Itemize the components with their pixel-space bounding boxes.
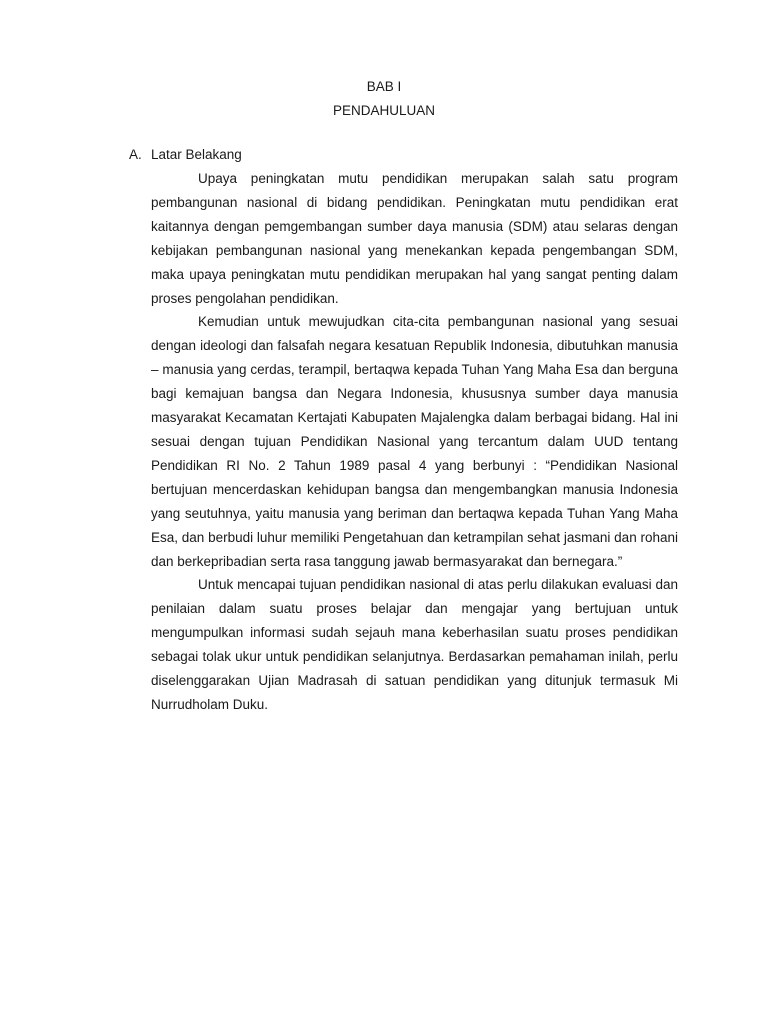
chapter-title: PENDAHULUAN bbox=[332, 103, 436, 118]
paragraph-3: Untuk mencapai tujuan pendidikan nasional di atas perlu dilakukan evaluasi dan penilaian dalam suatu proses belajar dan mengajar yang bertujuan untuk mengumpulkan informasi sudah sejauh mana keberhasilan suatu proses pendidikan sebagai tolak ukur untuk pendidikan selanjutnya. Berdasarkan pemahaman inilah, perlu diselenggarakan Ujian Madrasah di satuan pendidikan yang ditunjuk termasuk Mi Nurrudholam Duku. bbox=[151, 577, 678, 712]
body-text bbox=[151, 167, 678, 717]
section-letter: A. bbox=[129, 147, 142, 162]
section-title: Latar Belakang bbox=[151, 147, 242, 162]
chapter-number: BAB I bbox=[366, 79, 402, 94]
paragraph-1: Upaya peningkatan mutu pendidikan merupakan salah satu program pembangunan nasional di bidang pendidikan. Peningkatan mutu pendidikan erat kaitannya dengan pemgembangan sumber daya manusia (SDM) atau selaras dengan kebijakan pembangunan nasional yang menekankan kepada pengembangan SDM, maka upaya peningkatan mutu pendidikan merupakan hal yang sangat penting dalam proses pengolahan pendidikan. bbox=[151, 171, 678, 306]
section-heading bbox=[129, 145, 242, 165]
paragraph-2: Kemudian untuk mewujudkan cita-cita pembangunan nasional yang sesuai dengan ideologi dan falsafah negara kesatuan Republik Indonesia, dibutuhkan manusia – manusia yang cerdas, terampil, bertaqwa kepada Tuhan Yang Maha Esa dan berguna bagi kemajuan bangsa dan Negara Indonesia, khususnya sumber daya manusia masyarakat Kecamatan Kertajati Kabupaten Majalengka dalam berbagai bidang. Hal ini sesuai dengan tujuan Pendidikan Nasional yang tercantum dalam UUD tentang Pendidikan RI No. 2 Tahun 1989 pasal 4 yang berbunyi : “Pendidikan Nasional bertujuan mencerdaskan kehidupan bangsa dan mengembangkan manusia Indonesia yang seutuhnya, yaitu manusia yang beriman dan bertaqwa kepada Tuhan Yang Maha Esa, dan berbudi luhur memiliki Pengetahuan dan ketrampilan sehat jasmani dan rohani dan berkepribadian serta rasa tanggung jawab bermasyarakat dan bernegara.” bbox=[151, 314, 678, 569]
